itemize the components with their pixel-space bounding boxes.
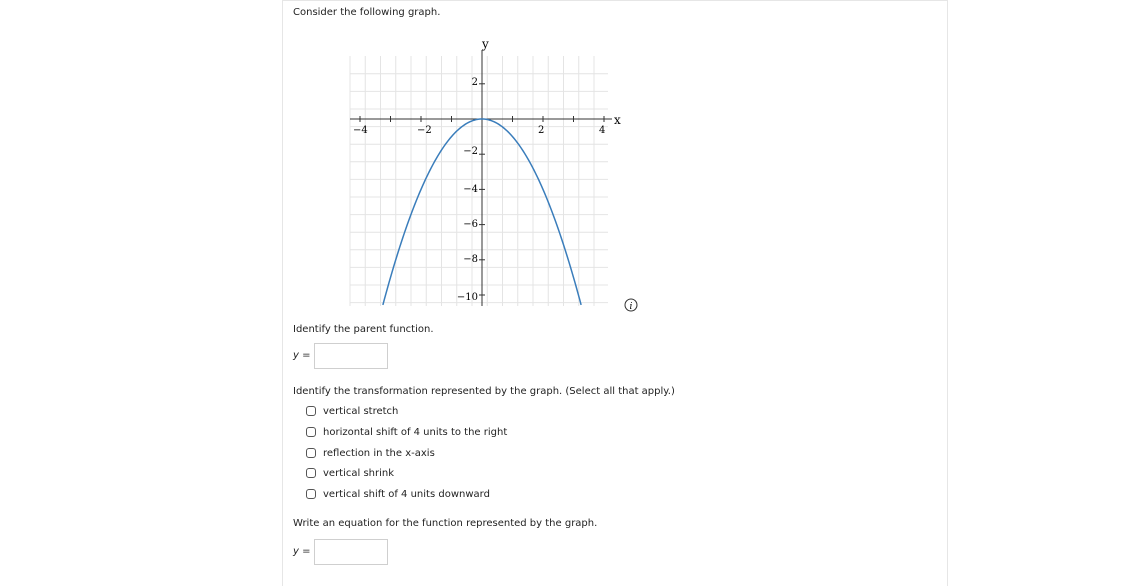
- intro-text: Consider the following graph.: [293, 7, 441, 18]
- y-tick-label-neg10: −10: [456, 292, 478, 303]
- option-label: vertical shrink: [323, 467, 395, 479]
- option-reflection-x-axis[interactable]: [306, 446, 435, 460]
- x-axis-label: x: [614, 113, 621, 127]
- parent-function-input[interactable]: [314, 343, 388, 369]
- part1-equals: =: [302, 350, 311, 361]
- info-icon-glyph: i: [629, 302, 633, 312]
- info-icon[interactable]: [625, 299, 637, 312]
- option-horizontal-shift[interactable]: [306, 425, 507, 439]
- x-tick-label-neg2: −2: [417, 125, 432, 136]
- part3-y-label: [293, 546, 311, 557]
- checkbox[interactable]: [306, 448, 316, 458]
- option-vertical-shrink[interactable]: [306, 466, 394, 480]
- x-tick-label-4: 4: [599, 125, 606, 136]
- option-label: vertical stretch: [323, 405, 399, 417]
- part3-equals: =: [302, 546, 311, 557]
- part1-y-label: [293, 350, 311, 361]
- parabola-graph: [340, 30, 640, 315]
- checkbox[interactable]: [306, 468, 316, 478]
- y-tick-label-2: 2: [471, 77, 478, 88]
- option-label: reflection in the x-axis: [323, 447, 435, 459]
- option-vertical-shift-down[interactable]: [306, 487, 490, 501]
- part3-y-var: y: [293, 546, 299, 557]
- x-tick-label-2: 2: [538, 125, 545, 136]
- y-tick-label-neg4: −4: [463, 184, 478, 195]
- y-tick-label-neg6: −6: [463, 219, 478, 230]
- checkbox[interactable]: [306, 489, 316, 499]
- graph-grid: [350, 56, 608, 306]
- x-tick-label-neg4: −4: [353, 125, 368, 136]
- part3-prompt: Write an equation for the function represented by the graph.: [293, 518, 598, 529]
- y-tick-label-neg2: −2: [463, 146, 478, 157]
- option-vertical-stretch[interactable]: [306, 404, 398, 418]
- part1-prompt: Identify the parent function.: [293, 324, 434, 335]
- equation-input[interactable]: [314, 539, 388, 565]
- option-label: vertical shift of 4 units downward: [323, 488, 490, 500]
- y-tick-label-neg8: −8: [463, 254, 478, 265]
- option-label: horizontal shift of 4 units to the right: [323, 426, 508, 438]
- part1-y-var: y: [293, 350, 299, 361]
- checkbox[interactable]: [306, 427, 316, 437]
- part2-prompt: Identify the transformation represented by the graph. (Select all that apply.): [293, 386, 675, 397]
- y-axis-label: y: [482, 37, 489, 51]
- checkbox[interactable]: [306, 406, 316, 416]
